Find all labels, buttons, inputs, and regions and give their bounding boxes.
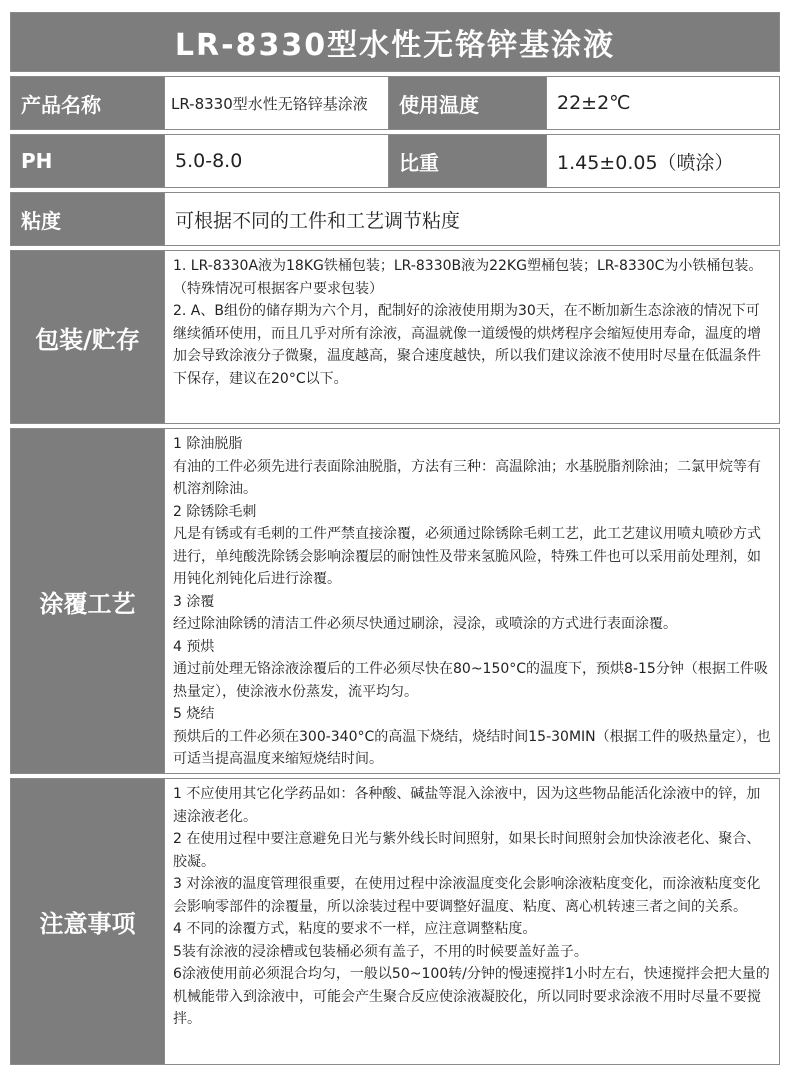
density-value: 1.45±0.05（喷涂） xyxy=(546,135,779,187)
coating-process-text xyxy=(164,429,779,773)
usage-temp-value: 22±2℃ xyxy=(546,77,779,129)
process-step-2-text: 凡是有锈或有毛刺的工件严禁直接涂覆，必须通过除锈除毛刺工艺，此工艺建议用喷丸喷砂方式进行，单纯酸洗除锈会影响涂覆层的耐蚀性及带来氢脆风险，特殊工件也可以采用前处理剂，如用钝化剂钝化后进行涂覆。 xyxy=(173,526,761,587)
viscosity-label: 粘度 xyxy=(11,193,164,245)
process-step-4-text: 通过前处理无铬涂液涂覆后的工件必须尽快在80~150°C的温度下，预烘8-15分钟（根据工件吸热量定），使涂液水份蒸发，流平均匀。 xyxy=(173,661,768,700)
process-step-4-title: 4 预烘 xyxy=(173,638,215,655)
process-step-5-text: 预烘后的工件必须在300-340°C的高温下烧结，烧结时间15-30MIN（根据工件的吸热量定），也可适当提高温度来缩短烧结时间。 xyxy=(173,728,771,767)
sheet-title: LR-8330型水性无铬锌基涂液 xyxy=(10,12,780,72)
ph-value: 5.0-8.0 xyxy=(164,135,388,187)
notes-text xyxy=(164,779,779,1064)
process-step-3-text: 经过除油除锈的清洁工件必须尽快通过刷涂，浸涂，或喷涂的方式进行表面涂覆。 xyxy=(173,616,677,632)
row-notes xyxy=(10,778,780,1065)
note-2: 2 在使用过程中要注意避免日光与紫外线长时间照射，如果长时间照射会加快涂液老化、聚合、胶凝。 xyxy=(173,831,761,870)
product-name-label: 产品名称 xyxy=(11,77,164,129)
note-1: 1 不应使用其它化学药品如：各种酸、碱盐等混入涂液中，因为这些物品能活化涂液中的锌，加速涂液老化。 xyxy=(173,786,761,825)
ph-label: PH xyxy=(11,135,164,187)
spec-sheet xyxy=(10,12,780,1065)
row-product-name xyxy=(10,76,780,130)
coating-process-label: 涂覆工艺 xyxy=(11,429,164,773)
process-step-1-text: 有油的工件必须先进行表面除油脱脂，方法有三种：高温除油；水基脱脂剂除油；二氯甲烷等有机溶剂除油。 xyxy=(173,458,761,497)
note-6: 6涂液使用前必须混合均匀，一般以50~100转/分钟的慢速搅拌1小时左右，快速搅拌会把大量的机械能带入到涂液中，可能会产生聚合反应使涂液凝胶化，所以同时要求涂液不用时尽量不要搅拌。 xyxy=(173,966,770,1027)
process-step-5-title: 5 烧结 xyxy=(173,706,215,722)
row-viscosity xyxy=(10,192,780,246)
usage-temp-label: 使用温度 xyxy=(388,77,546,129)
note-3: 3 对涂液的温度管理很重要，在使用过程中涂液温度变化会影响涂液粘度变化，而涂液粘度变化会影响零部件的涂覆量，所以涂装过程中要调整好温度、粘度、离心机转速三者之间的关系。 xyxy=(173,876,761,915)
density-label: 比重 xyxy=(388,135,546,187)
row-ph xyxy=(10,134,780,188)
row-coating-process xyxy=(10,428,780,774)
packaging-paragraph-2: 2. A、B组份的储存期为六个月，配制好的涂液使用期为30天，在不断加新生态涂液的情况下可继续循环使用，而且几乎对所有涂液，高温就像一道缓慢的烘烤程序会缩短使用寿命，温度的增加会导致涂液分子微聚，温度越高，聚合速度越快，所以我们建议涂液不使用时尽量在低温条件下保存，建议在20°C以下。 xyxy=(173,303,761,387)
process-step-3-title: 3 涂覆 xyxy=(173,593,215,610)
process-step-1-title: 1 除油脱脂 xyxy=(173,436,243,452)
packaging-label: 包装/贮存 xyxy=(11,251,164,423)
note-4: 4 不同的涂覆方式，粘度的要求不一样，应注意调整粘度。 xyxy=(173,921,537,937)
packaging-text xyxy=(164,251,779,423)
row-packaging xyxy=(10,250,780,424)
note-5: 5装有涂液的浸涂槽或包装桶必须有盖子，不用的时候要盖好盖子。 xyxy=(173,943,588,960)
packaging-paragraph-1: 1. LR-8330A液为18KG铁桶包装；LR-8330B液为22KG塑桶包装；LR-8330C为小铁桶包装。（特殊情况可根据客户要求包装） xyxy=(173,258,763,297)
viscosity-value: 可根据不同的工件和工艺调节粘度 xyxy=(164,193,779,245)
process-step-2-title: 2 除锈除毛刺 xyxy=(173,503,257,520)
product-name-value: LR-8330型水性无铬锌基涂液 xyxy=(164,77,388,129)
notes-label: 注意事项 xyxy=(11,779,164,1064)
